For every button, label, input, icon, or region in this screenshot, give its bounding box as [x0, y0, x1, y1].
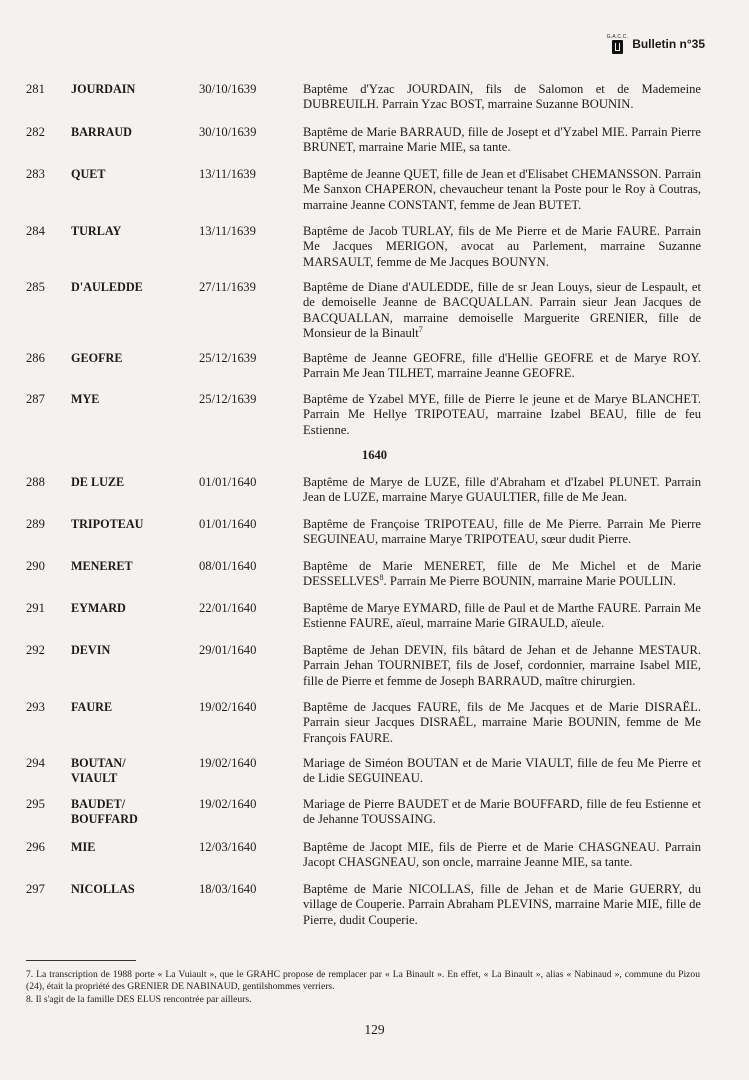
entry-name: MIE [71, 840, 96, 854]
entry-name: BARRAUD [71, 125, 132, 139]
entry-date: 08/01/1640 [199, 559, 257, 573]
entry-name-line: BOUFFARD [71, 812, 138, 827]
entry-description: Baptême de Jacques FAURE, fils de Me Jacques et de Marie DISRAËL. Parrain sieur Jacques DISRAËL, marraine Marie BOUNIN, femme de Me François FAURE. [303, 700, 701, 745]
entry-date: 30/10/1639 [199, 125, 257, 139]
entry-name: NICOLLAS [71, 882, 135, 896]
entry-number: 281 [26, 82, 45, 96]
entry-name: EYMARD [71, 601, 126, 615]
entry-description: Baptême de Yzabel MYE, fille de Pierre le jeune et de Marye BLANCHET. Parrain Me Hellye TRIPOTEAU, marraine Izabel BEAU, fille de feu Estienne. [303, 392, 701, 437]
entry-number: 287 [26, 392, 45, 406]
footnote-divider [26, 960, 136, 961]
entry-name-line: BAUDET/ [71, 797, 126, 811]
logo [607, 34, 629, 54]
entry-date: 30/10/1639 [199, 82, 257, 96]
entry-date: 01/01/1640 [199, 517, 257, 531]
entry-date: 13/11/1639 [199, 224, 256, 238]
entry-number: 295 [26, 797, 45, 811]
entry-description: Baptême d'Yzac JOURDAIN, fils de Salomon et de Mademeine DUBREUILH. Parrain Yzac BOST, marraine Suzanne BOUNIN. [303, 82, 701, 112]
entry-description: Baptême de Jeanne QUET, fille de Jean et d'Elisabet CHEMANSSON. Parrain Me Sanxon CHAPERON, chevaucheur tenant la Poste pour le Roy à Coutras, marraine Jeanne CONSTANT, femme de Jean BUTET. [303, 167, 701, 212]
entry-date: 27/11/1639 [199, 280, 256, 294]
entry-number: 288 [26, 475, 45, 489]
entry-number: 292 [26, 643, 45, 657]
entry-number: 285 [26, 280, 45, 294]
entry-name-line: BOUTAN/ [71, 756, 126, 770]
entry-description: Mariage de Pierre BAUDET et de Marie BOUFFARD, fille de feu Estienne et de Jehanne TOUSSAING. [303, 797, 701, 827]
entry-description: Baptême de Jacopt MIE, fils de Pierre et de Marie CHASGNEAU. Parrain Jacopt CHASGNEAU, son oncle, marraine Jeanne MIE, sa tante. [303, 840, 701, 870]
entry-name: DE LUZE [71, 475, 125, 489]
entry-date: 13/11/1639 [199, 167, 256, 181]
entry-description: Mariage de Siméon BOUTAN et de Marie VIAULT, fille de feu Me Pierre et de Lidie SEGUINEAU. [303, 756, 701, 786]
entry-description: Baptême de Jehan DEVIN, fils bâtard de Jehan et de Jehanne MESTAUR. Parrain Jehan TOURNIBET, fils de Josef, cordonnier, marraine Isabel MIE, fille de Pierre et femme de Joseph BARRAUD, maître chirurgien. [303, 643, 701, 688]
entry-number: 284 [26, 224, 45, 238]
entry-number: 296 [26, 840, 45, 854]
logo-icon [612, 40, 623, 54]
entry-number: 289 [26, 517, 45, 531]
entry-number: 290 [26, 559, 45, 573]
entry-name [71, 756, 126, 787]
footnote-ref: 8 [379, 573, 384, 583]
entry-date: 22/01/1640 [199, 601, 257, 615]
entry-name: DEVIN [71, 643, 111, 657]
entry-date: 19/02/1640 [199, 797, 257, 811]
entry-name: GEOFRE [71, 351, 123, 365]
entry-description-text: Baptême de Marie MENERET, fille de Me Michel et de Marie DESSELLVES [303, 559, 701, 589]
entry-date: 12/03/1640 [199, 840, 257, 854]
entry-number: 286 [26, 351, 45, 365]
entry-description-text: Baptême de Diane d'AULEDDE, fille de sr Jean Louys, sieur de Lespault, et de demoiselle Jeanne de BACQUALLAN. Parrain sieur Jean Jacques de BACQUALLAN, marraine demoiselle Marguerite GRENIER, fille de Monsieur de la Binault [303, 280, 701, 341]
bulletin-header [607, 34, 705, 54]
entry-date: 19/02/1640 [199, 700, 257, 714]
footnote-ref: 7 [418, 325, 423, 335]
entry-date: 25/12/1639 [199, 392, 257, 406]
bulletin-title: Bulletin n°35 [632, 37, 705, 51]
entry-name: QUET [71, 167, 106, 181]
entry-name: TURLAY [71, 224, 122, 238]
entry-date: 29/01/1640 [199, 643, 257, 657]
entry-name: MENERET [71, 559, 133, 573]
entry-description [303, 559, 701, 590]
entry-name: JOURDAIN [71, 82, 136, 96]
footnote: 7. La transcription de 1988 porte « La Vuiault », que le GRAHC propose de remplacer par « La Binault ». En effet, « La Binault », alias « Nabinaud », commune du Pizou (24), était la propriété des GRENIER DE NABINAUD, gentilshommes verriers. [26, 969, 700, 993]
entry-date: 18/03/1640 [199, 882, 257, 896]
page-number: 129 [364, 1022, 385, 1037]
entry-date: 01/01/1640 [199, 475, 257, 489]
entry-number: 282 [26, 125, 45, 139]
entry-name: FAURE [71, 700, 113, 714]
entry-description [303, 280, 701, 342]
entry-name [71, 797, 138, 828]
entry-number: 283 [26, 167, 45, 181]
entry-date: 19/02/1640 [199, 756, 257, 770]
entry-name-line: VIAULT [71, 771, 118, 786]
entry-name: MYE [71, 392, 100, 406]
entry-number: 293 [26, 700, 45, 714]
footnotes [26, 969, 700, 1006]
entry-description: Baptême de Marie BARRAUD, fille de Josept et d'Yzabel MIE. Parrain Pierre BRUNET, marraine Marie MIE, sa tante. [303, 125, 701, 155]
entry-date: 25/12/1639 [199, 351, 257, 365]
entry-description: Baptême de Françoise TRIPOTEAU, fille de Me Pierre. Parrain Me Pierre SEGUINEAU, marraine Marye TRIPOTEAU, sœur dudit Pierre. [303, 517, 701, 547]
entry-number: 297 [26, 882, 45, 896]
logo-caption: G.A.C.C. [606, 34, 629, 40]
entry-description: Baptême de Jeanne GEOFRE, fille d'Hellie GEOFRE et de Marye ROY. Parrain Me Jean TILHET, marraine Jeanne GEOFRE. [303, 351, 701, 381]
footnote: 8. Il s'agit de la famille DES ELUS rencontrée par ailleurs. [26, 993, 252, 1005]
entry-description: Baptême de Marye de LUZE, fille d'Abraham et d'Izabel PLUNET. Parrain Jean de LUZE, marraine Marye GUAULTIER, fille de Me Jean. [303, 475, 701, 505]
entry-number: 294 [26, 756, 45, 770]
entry-description: Baptême de Marye EYMARD, fille de Paul et de Marthe FAURE. Parrain Me Estienne FAURE, aïeul, marraine Marie GIRAULD, aïeule. [303, 601, 701, 631]
year-heading: 1640 [361, 448, 388, 462]
entry-number: 291 [26, 601, 45, 615]
entry-name: D'AULEDDE [71, 280, 143, 294]
entry-description: Baptême de Marie NICOLLAS, fille de Jehan et de Marie GUERRY, du village de Couperie. Parrain Abraham PLEVINS, marraine Marie MIE, fille de Pierre, dudit Couperie. [303, 882, 701, 927]
entry-description-text: . Parrain Me Pierre BOUNIN, marraine Marie POULLIN. [383, 574, 676, 589]
entry-name: TRIPOTEAU [71, 517, 144, 531]
entry-description: Baptême de Jacob TURLAY, fils de Me Pierre et de Marie FAURE. Parrain Me Jacques MERIGON, avocat au Parlement, marraine Suzanne MARSAULT, femme de Me Jacques BOUNYN. [303, 224, 701, 269]
